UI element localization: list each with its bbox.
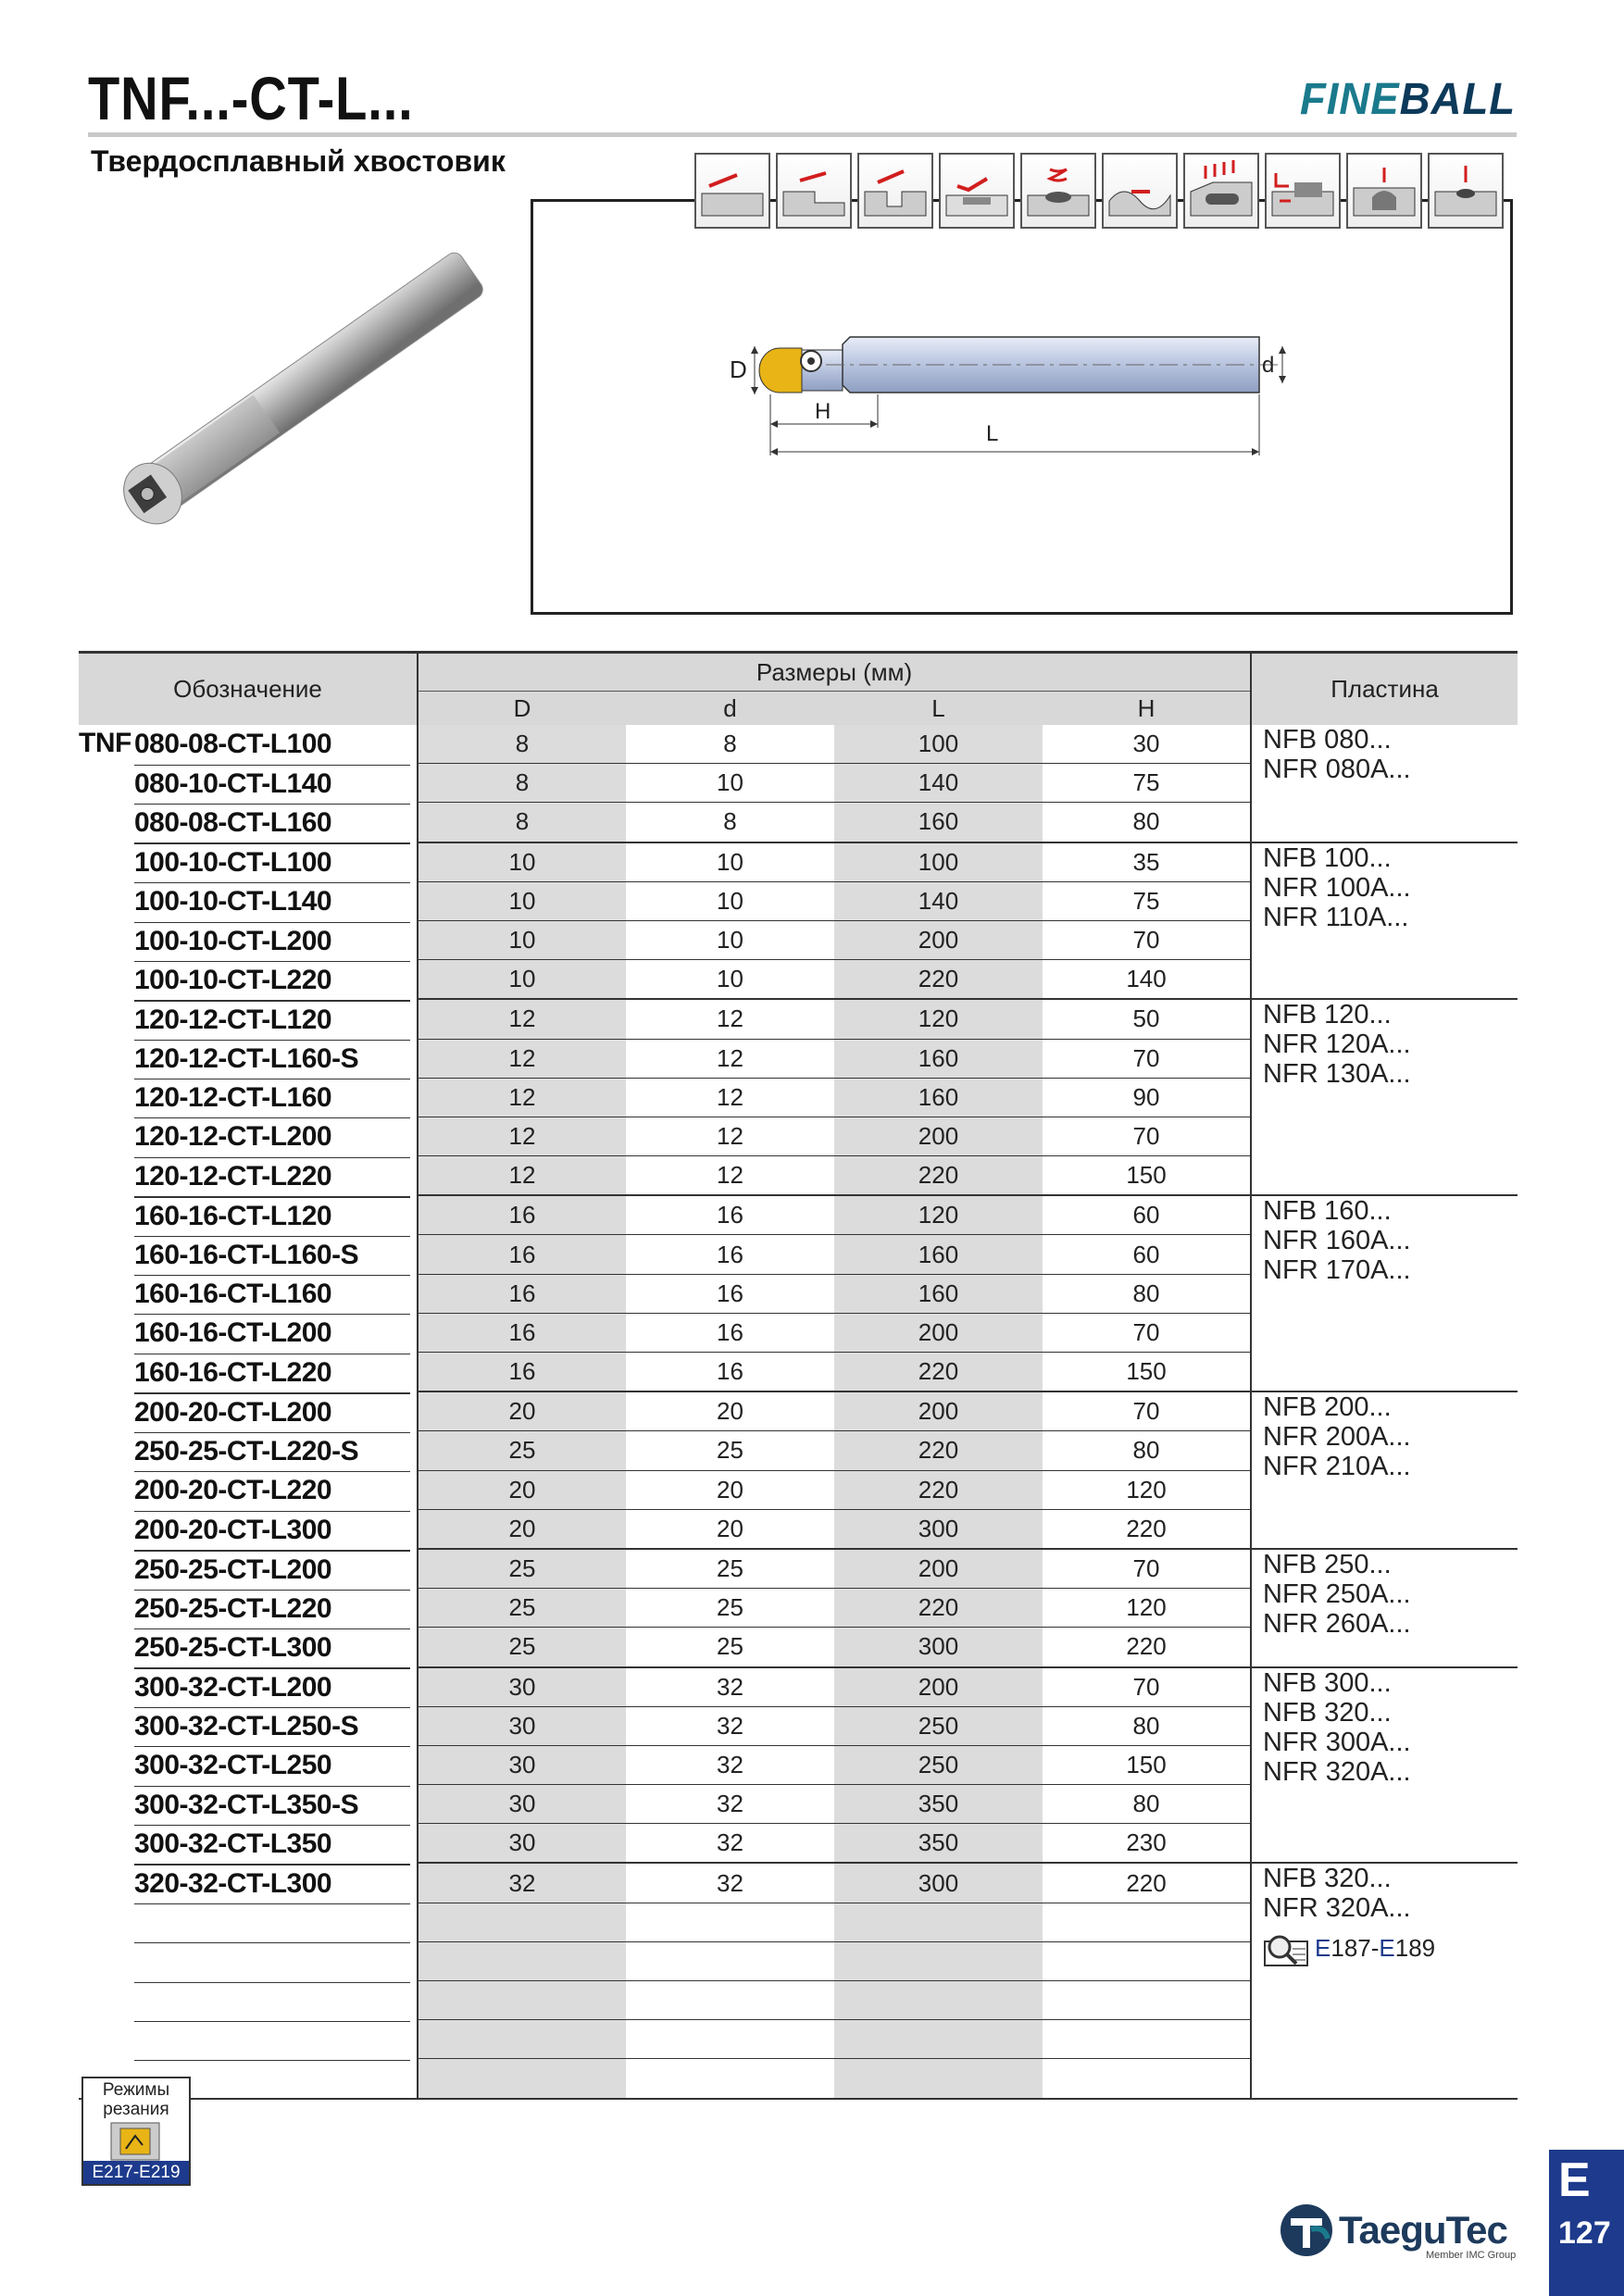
cell-L: 300 [834,1509,1043,1549]
cell-D: 16 [418,1313,626,1352]
insert-code: NFR 210A... [1263,1452,1411,1482]
designation-cell [79,1353,418,1392]
ref-number-2: 189 [1394,1934,1436,1963]
drawing-label-L: L [986,421,999,446]
column-header-d: d [626,692,834,726]
cell-L: 200 [834,920,1043,959]
cell-H: 80 [1043,1431,1251,1470]
cell-d [626,1981,834,2020]
designation-code: 300-32-CT-L200 [134,1667,410,1705]
designation-cell [79,1235,418,1274]
cell-L: 300 [834,1863,1043,1903]
column-header-D: D [418,692,626,726]
designation-cell [79,803,418,842]
designation-code: 160-16-CT-L160 [134,1275,410,1312]
cell-d: 16 [626,1274,834,1313]
cell-L: 200 [834,1313,1043,1352]
table-row [79,725,1518,764]
cell-L [834,1903,1043,1941]
column-header-L: L [834,692,1043,726]
cell-d: 32 [626,1745,834,1784]
designation-code: 160-16-CT-L200 [134,1314,410,1351]
drawing-label-D: D [730,356,747,383]
cell-d: 10 [626,960,834,1000]
cell-L: 220 [834,1470,1043,1509]
specification-table [79,651,1518,2100]
cell-D [418,1903,626,1941]
table-row [79,1391,1518,1431]
section-tab-letter: E [1558,2153,1591,2207]
designation-code: 160-16-CT-L120 [134,1196,410,1234]
cell-d: 25 [626,1589,834,1628]
tool-photo-image [83,250,528,528]
designation-code [134,1903,410,1940]
cell-L: 200 [834,1549,1043,1589]
insert-code: NFR 320A... [1263,1893,1411,1924]
insert-cell [1251,1391,1518,1549]
cell-L: 220 [834,1589,1043,1628]
designation-cell [79,1431,418,1470]
designation-code: 300-32-CT-L350-S [134,1786,410,1823]
cell-H: 80 [1043,1706,1251,1745]
specification-table-body [79,725,1518,2099]
designation-code: 320-32-CT-L300 [134,1864,410,1902]
cell-H: 220 [1043,1863,1251,1903]
cell-D [418,2020,626,2059]
page-number: 127 [1558,2215,1611,2251]
page-subtitle: Твердосплавный хвостовик [91,144,506,178]
designation-code: 200-20-CT-L300 [134,1511,410,1548]
cell-d: 10 [626,842,834,882]
cell-L: 200 [834,1391,1043,1431]
cell-D: 30 [418,1785,626,1824]
cell-L [834,2020,1043,2059]
designation-cell [79,725,418,764]
cell-d [626,1903,834,1941]
cell-d: 8 [723,730,737,758]
cell-H: 220 [1043,1509,1251,1549]
insert-cell [1251,1195,1518,1391]
cell-D: 20 [418,1391,626,1431]
designation-cell [79,999,418,1039]
cell-L: 160 [834,803,1043,842]
cell-D: 20 [418,1509,626,1549]
column-header-designation: Обозначение [79,653,418,726]
ref-prefix-2: E [1379,1934,1395,1963]
cell-L: 160 [834,1235,1043,1274]
cell-d: 25 [626,1549,834,1589]
column-header-insert: Пластина [1251,653,1518,726]
designation-cell [79,1313,418,1352]
insert-code: NFR 100A... [1263,872,1411,903]
cell-d: 12 [626,1039,834,1078]
insert-code: NFB 320... [1263,1697,1392,1728]
table-row [79,1863,1518,1903]
designation-code: 120-12-CT-L120 [134,1000,410,1038]
cell-L: 350 [834,1824,1043,1864]
cell-d: 10 [626,881,834,920]
insert-cell [1251,725,1518,842]
cell-d: 25 [626,1431,834,1470]
cell-d: 20 [626,1470,834,1509]
cutting-regimes-label-line1: Режимы [102,2080,170,2100]
cell-D: 12 [418,999,626,1039]
cell-H: 50 [1043,999,1251,1039]
cell-d: 12 [626,999,834,1039]
designation-code: 300-32-CT-L350 [134,1825,410,1862]
cell-d: 12 [626,1117,834,1155]
cell-D [418,2059,626,2099]
designation-code: 250-25-CT-L220 [134,1590,410,1627]
cell-H: 80 [1043,1274,1251,1313]
brand-part-2: BALL [1399,75,1517,124]
ramping-icon [939,153,1015,229]
designation-cell [79,1628,418,1667]
cell-L: 250 [834,1745,1043,1784]
designation-code: 100-10-CT-L140 [134,882,410,919]
cell-H: 70 [1043,1667,1251,1707]
designation-cell [79,1863,418,1903]
insert-code: NFB 100... [1263,842,1392,873]
cell-H: 150 [1043,1745,1251,1784]
cell-H: 70 [1043,1117,1251,1155]
insert-cell [1251,999,1518,1195]
cell-H: 30 [1132,730,1160,758]
cell-D: 25 [418,1549,626,1589]
cell-D: 10 [418,960,626,1000]
cell-L: 200 [834,1117,1043,1155]
brand-logo [1300,74,1516,125]
designation-prefix: TNF [79,727,131,758]
designation-cell [79,764,418,803]
cell-d [626,2059,834,2099]
cell-L: 120 [834,1195,1043,1235]
cell-d: 32 [626,1667,834,1707]
cell-H: 75 [1043,881,1251,920]
cell-d: 10 [626,920,834,959]
cell-D: 30 [418,1667,626,1707]
cell-H: 80 [1043,1785,1251,1824]
cell-L: 140 [834,764,1043,803]
cutting-regimes-label-line2: резания [103,2100,169,2119]
insert-code: NFB 080... [1263,725,1392,755]
cell-H [1043,2059,1251,2099]
cell-D: 16 [418,1195,626,1235]
insert-code: NFR 250A... [1263,1578,1411,1609]
table-row [79,1667,1518,1707]
designation-cell [79,1195,418,1235]
brand-part-1: FINE [1300,75,1400,124]
drawing-label-H: H [815,399,831,424]
column-header-H: H [1043,692,1251,726]
cell-L: 160 [834,1274,1043,1313]
cell-H: 140 [1043,960,1251,1000]
designation-cell [79,1078,418,1117]
insert-code: NFR 110A... [1263,902,1409,932]
cell-L: 220 [834,1156,1043,1196]
cell-d [626,1941,834,1980]
cell-H: 150 [1043,1353,1251,1392]
designation-code: 080-10-CT-L140 [134,765,410,802]
insert-code: NFR 160A... [1263,1226,1411,1256]
table-row [79,1549,1518,1589]
designation-code: 100-10-CT-L200 [134,922,410,959]
cell-H: 150 [1043,1156,1251,1196]
insert-code: NFB 250... [1263,1549,1392,1579]
cell-L [834,2059,1043,2099]
cell-L: 120 [834,999,1043,1039]
designation-code: 250-25-CT-L200 [134,1550,410,1588]
designation-code: 080-08-CT-L160 [134,804,410,841]
cell-D: 16 [418,1353,626,1392]
designation-code: 100-10-CT-L220 [134,961,410,998]
designation-cell [79,2020,418,2059]
cell-L [834,1941,1043,1980]
cell-L: 140 [834,881,1043,920]
designation-cell [79,1117,418,1155]
cutting-regimes-page-link[interactable]: E217-E219 [83,2161,189,2184]
cell-D: 25 [418,1431,626,1470]
insert-code: NFR 300A... [1263,1727,1411,1757]
designation-cell [79,1039,418,1078]
cell-H: 80 [1043,803,1251,842]
cell-L: 220 [834,960,1043,1000]
cell-D [418,1941,626,1980]
insert-code: NFB 200... [1263,1392,1392,1423]
cell-D: 12 [418,1039,626,1078]
table-row [79,842,1518,882]
designation-code [134,1942,410,1979]
taegutec-logo-subtext: Member IMC Group [1426,2250,1517,2261]
cell-L: 250 [834,1706,1043,1745]
designation-code [134,1982,410,2019]
designation-code: 300-32-CT-L250-S [134,1707,410,1744]
designation-code: 160-16-CT-L160-S [134,1236,410,1273]
cell-D: 25 [418,1589,626,1628]
cell-H: 120 [1043,1589,1251,1628]
cell-d: 12 [626,1078,834,1117]
cell-D: 10 [418,842,626,882]
column-header-dimensions: Размеры (мм) [418,653,1251,692]
cell-H: 70 [1043,1549,1251,1589]
cell-d: 32 [626,1824,834,1864]
designation-code: 250-25-CT-L220-S [134,1432,410,1469]
cell-H: 120 [1043,1470,1251,1509]
cell-d: 32 [626,1863,834,1903]
cell-d [626,2020,834,2059]
cell-d: 12 [626,1156,834,1196]
designation-code: 250-25-CT-L300 [134,1628,410,1666]
designation-code: 120-12-CT-L160 [134,1079,410,1116]
ref-prefix-1: E [1315,1934,1331,1963]
insert-cell [1251,1667,1518,1864]
face-milling-icon [694,153,770,229]
insert-code: NFR 080A... [1263,755,1411,784]
cell-D: 30 [418,1824,626,1864]
cell-H: 70 [1043,1391,1251,1431]
pocketing-icon [1265,153,1341,229]
ref-number-1: 187- [1330,1934,1380,1963]
cell-d: 20 [626,1509,834,1549]
cell-H: 70 [1043,1039,1251,1078]
cell-D: 10 [418,920,626,959]
cell-d: 10 [626,764,834,803]
insert-code: NFB 320... [1263,1864,1392,1894]
magnifier-book-icon [1263,1932,1311,1967]
designation-cell [79,1549,418,1589]
cell-L: 220 [834,1353,1043,1392]
plunging-icon [1183,153,1259,229]
cell-D: 16 [418,1274,626,1313]
insert-code: NFR 130A... [1263,1059,1411,1090]
designation-cell [79,920,418,959]
cell-D: 30 [418,1745,626,1784]
cell-H [1043,2020,1251,2059]
cell-D: 12 [418,1117,626,1155]
designation-cell [79,1903,418,1941]
designation-code: 200-20-CT-L200 [134,1392,410,1430]
cell-H: 220 [1043,1628,1251,1667]
insert-cell [1251,1549,1518,1667]
tool-dimension-drawing [722,326,1315,474]
cell-H: 60 [1043,1195,1251,1235]
designation-cell [79,1391,418,1431]
cell-d: 16 [626,1353,834,1392]
cell-H: 60 [1043,1235,1251,1274]
insert-code: NFB 120... [1263,1000,1392,1030]
cell-H: 35 [1043,842,1251,882]
cell-d: 32 [626,1785,834,1824]
designation-code: 300-32-CT-L250 [134,1746,410,1783]
cell-H [1043,1941,1251,1980]
cell-d: 25 [626,1628,834,1667]
drilling-icon [1428,153,1504,229]
designation-cell [79,1470,418,1509]
designation-cell [79,1667,418,1707]
insert-code: NFR 320A... [1263,1756,1411,1787]
drawing-label-d: d [1262,353,1275,378]
cell-H: 230 [1043,1824,1251,1864]
designation-cell [79,881,418,920]
helical-milling-icon [1020,153,1096,229]
slotting-icon [857,153,933,229]
cell-L: 160 [834,1039,1043,1078]
designation-code: 200-20-CT-L220 [134,1471,410,1508]
insert-reference-link[interactable] [1263,1932,1518,1967]
cell-D: 10 [418,881,626,920]
designation-cell [79,1745,418,1784]
insert-code: NFB 160... [1263,1196,1392,1227]
insert-code: NFR 260A... [1263,1608,1411,1639]
designation-code [134,2021,410,2058]
taegutec-logo-text: TaeguTec [1339,2208,1507,2252]
cell-D: 16 [418,1235,626,1274]
designation-code: 120-12-CT-L200 [134,1117,410,1154]
cell-d: 16 [626,1195,834,1235]
designation-cell [79,1941,418,1980]
cell-L: 200 [834,1667,1043,1707]
cell-D: 8 [418,764,626,803]
cell-H: 70 [1043,920,1251,959]
designation-cell [79,1509,418,1549]
cell-d: 8 [626,803,834,842]
designation-cell [79,1589,418,1628]
designation-cell [79,1981,418,2020]
cell-D: 12 [418,1078,626,1117]
designation-cell [79,1706,418,1745]
cell-L: 160 [834,1078,1043,1117]
cell-H: 90 [1043,1078,1251,1117]
cell-L: 100 [834,725,1043,764]
insert-code: NFR 200A... [1263,1422,1411,1453]
table-row [79,1195,1518,1235]
title-divider [88,132,1517,137]
cell-L: 100 [834,842,1043,882]
cell-L: 350 [834,1785,1043,1824]
designation-code: 120-12-CT-L220 [134,1157,410,1194]
cell-H: 75 [1043,764,1251,803]
cell-D: 32 [418,1863,626,1903]
designation-cell [79,960,418,1000]
cell-D: 8 [418,725,626,764]
cell-d: 32 [626,1706,834,1745]
cell-L: 300 [834,1628,1043,1667]
page-title: TNF...-CT-L... [88,64,414,132]
designation-code: 100-10-CT-L100 [134,842,410,880]
cell-H: 70 [1043,1313,1251,1352]
designation-cell [79,1156,418,1196]
shoulder-milling-icon [776,153,852,229]
cell-D: 20 [418,1470,626,1509]
cell-D: 12 [418,1156,626,1196]
designation-code: 160-16-CT-L220 [134,1354,410,1391]
designation-code: 120-12-CT-L160-S [134,1040,410,1077]
designation-cell [79,1785,418,1824]
profiling-icon [1346,153,1422,229]
cutting-regimes-label [83,2080,189,2119]
insert-code: NFR 120A... [1263,1029,1411,1060]
contour-milling-icon [1102,153,1178,229]
insert-cell [1251,1863,1518,2098]
cell-D [418,1981,626,2020]
cell-H [1043,1903,1251,1941]
table-row [79,999,1518,1039]
cell-D: 8 [418,803,626,842]
taegutec-logo-icon [1278,2202,1335,2259]
designation-cell [79,842,418,882]
insert-code: NFR 170A... [1263,1255,1411,1286]
cell-D: 25 [418,1628,626,1667]
cell-L [834,1981,1043,2020]
cell-L: 220 [834,1431,1043,1470]
insert-cell [1251,842,1518,1000]
cell-H [1043,1981,1251,2020]
cell-D: 30 [418,1706,626,1745]
cell-d: 20 [626,1391,834,1431]
designation-cell [79,1274,418,1313]
insert-code: NFB 300... [1263,1667,1392,1698]
designation-code: 080-08-CT-L100 [134,729,332,760]
designation-cell [79,1824,418,1864]
cell-d: 16 [626,1235,834,1274]
cell-d: 16 [626,1313,834,1352]
